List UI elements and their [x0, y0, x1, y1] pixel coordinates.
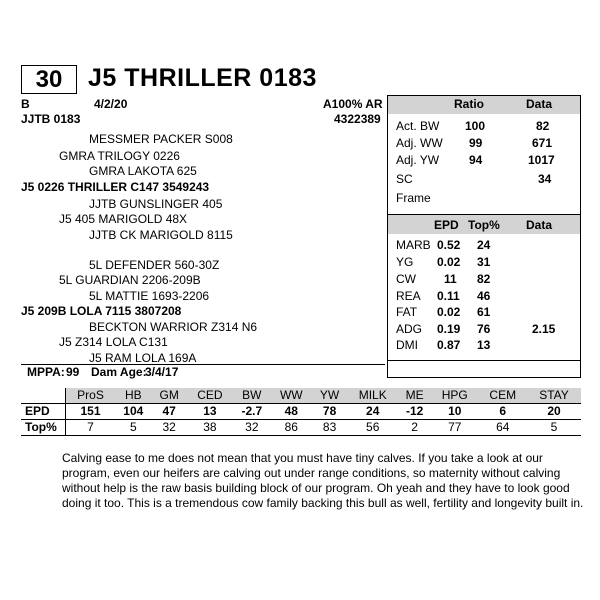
carcass-top-adg: 76 — [477, 322, 491, 336]
ratio-label-ww: Adj. WW — [396, 136, 443, 150]
top-value-hb: 5 — [115, 420, 152, 436]
carcass-label-cw: CW — [396, 272, 416, 286]
carcass-top-cw: 82 — [477, 272, 491, 286]
mppa-label: MPPA: — [27, 365, 65, 379]
carcass-top-dmi: 13 — [477, 338, 491, 352]
carcass-epd-col-header: EPD — [434, 218, 459, 232]
epd-header-pros: ProS — [66, 388, 116, 404]
top-value-me: 2 — [398, 420, 431, 436]
ratio-col-header: Ratio — [454, 97, 484, 111]
pedigree-sire-dam-dam: JJTB CK MARIGOLD 8115 — [89, 228, 233, 242]
top-row-label: Top% — [21, 420, 66, 436]
tattoo-letter: B — [21, 97, 30, 111]
epd-value-hb: 104 — [115, 404, 152, 420]
top-value-ced: 38 — [187, 420, 233, 436]
top-value-hpg: 77 — [431, 420, 478, 436]
pedigree-sire-sire-sire: MESSMER PACKER S008 — [89, 132, 233, 146]
epd-value-bw: -2.7 — [233, 404, 271, 420]
herd-id: JJTB 0183 — [21, 112, 81, 126]
epd-header-yw: YW — [312, 388, 347, 404]
top-value-milk: 56 — [347, 420, 398, 436]
ratio-label-bw: Act. BW — [396, 119, 440, 133]
pedigree-dam-sire: 5L GUARDIAN 2206-209B — [59, 273, 201, 287]
ratio-value-yw: 94 — [469, 153, 483, 167]
top-value-cem: 64 — [478, 420, 527, 436]
carcass-top-rea: 46 — [477, 289, 491, 303]
epd-value-milk: 24 — [347, 404, 398, 420]
pedigree-dam: J5 209B LOLA 7115 3807208 — [21, 304, 182, 318]
epd-table-header-row — [21, 388, 581, 404]
carcass-label-dmi: DMI — [396, 338, 418, 352]
epd-value-gm: 47 — [152, 404, 187, 420]
ratio-label-sc: SC — [396, 172, 413, 186]
carcass-epd-yg: 0.02 — [437, 255, 461, 269]
epd-value-hpg: 10 — [431, 404, 478, 420]
epd-value-ced: 13 — [187, 404, 233, 420]
pedigree-dam-sire-sire: 5L DEFENDER 560-30Z — [89, 258, 220, 272]
lot-description: Calving ease to me does not mean that you must have tiny calves. If you take a look at our program, even our heifers are calving out under range conditions, so maternity without calving without help is the raw basis building block of our program. Oh yeah and they have to look good doing it too. This is a tremendous cow family backing this bull as well, fertility and longevity built in. — [62, 451, 584, 510]
epd-value-me: -12 — [398, 404, 431, 420]
carcass-label-rea: REA — [396, 289, 421, 303]
epd-row-label: EPD — [21, 404, 66, 420]
carcass-label-fat: FAT — [396, 305, 418, 319]
top-value-pros: 7 — [66, 420, 116, 436]
pedigree-sire-sire-dam: GMRA LAKOTA 625 — [89, 164, 197, 178]
dam-age-value: 3/4/17 — [145, 365, 179, 379]
pedigree-dam-sire-dam: 5L MATTIE 1693-2206 — [89, 289, 210, 303]
epd-header-ced: CED — [187, 388, 233, 404]
top-percent-row — [21, 420, 581, 436]
panel-divider — [387, 360, 581, 361]
registration-type: A100% AR — [323, 97, 383, 111]
pedigree-sire-sire: GMRA TRILOGY 0226 — [59, 149, 180, 163]
lot-number: 30 — [21, 65, 77, 94]
epd-header-me: ME — [398, 388, 431, 404]
pedigree-sire-dam: J5 405 MARIGOLD 48X — [59, 212, 188, 226]
carcass-data-col-header: Data — [526, 218, 553, 232]
epd-value-pros: 151 — [66, 404, 116, 420]
carcass-top-col-header: Top% — [468, 218, 500, 232]
epd-header-gm: GM — [152, 388, 187, 404]
pedigree-dam-dam-dam: J5 RAM LOLA 169A — [89, 351, 197, 365]
top-value-stay: 5 — [527, 420, 581, 436]
top-value-bw: 32 — [233, 420, 271, 436]
data-value-yw: 1017 — [528, 153, 555, 167]
epd-header-bw: BW — [233, 388, 271, 404]
registration-number: 4322389 — [334, 112, 381, 126]
top-value-yw: 83 — [312, 420, 347, 436]
ratio-label-yw: Adj. YW — [396, 153, 440, 167]
carcass-data-adg: 2.15 — [532, 322, 556, 336]
epd-header-hpg: HPG — [431, 388, 478, 404]
carcass-top-fat: 61 — [477, 305, 491, 319]
carcass-epd-rea: 0.11 — [437, 289, 460, 303]
top-value-ww: 86 — [271, 420, 312, 436]
mppa-value: 99 — [66, 365, 80, 379]
carcass-label-yg: YG — [396, 255, 414, 269]
carcass-epd-marb: 0.52 — [437, 238, 461, 252]
carcass-epd-dmi: 0.87 — [437, 338, 461, 352]
epd-header-hb: HB — [115, 388, 152, 404]
carcass-label-marb: MARB — [396, 238, 431, 252]
epd-value-ww: 48 — [271, 404, 312, 420]
ratio-value-ww: 99 — [469, 136, 483, 150]
data-value-ww: 671 — [532, 136, 553, 150]
epd-table — [21, 388, 581, 436]
carcass-epd-fat: 0.02 — [437, 305, 461, 319]
epd-value-yw: 78 — [312, 404, 347, 420]
ratio-data-col-header: Data — [526, 97, 553, 111]
carcass-top-marb: 24 — [477, 238, 491, 252]
animal-name: J5 THRILLER 0183 — [88, 64, 317, 92]
epd-values-row — [21, 404, 581, 420]
pedigree-sire: J5 0226 THRILLER C147 3549243 — [21, 180, 210, 194]
epd-value-stay: 20 — [527, 404, 581, 420]
dam-age-label: Dam Age: — [91, 365, 147, 379]
data-value-sc: 34 — [538, 172, 552, 186]
carcass-label-adg: ADG — [396, 322, 423, 336]
pedigree-sire-dam-sire: JJTB GUNSLINGER 405 — [89, 197, 223, 211]
top-value-gm: 32 — [152, 420, 187, 436]
ratio-value-bw: 100 — [465, 119, 486, 133]
epd-header-cem: CEM — [478, 388, 527, 404]
epd-header-ww: WW — [271, 388, 312, 404]
ratio-label-frame: Frame — [396, 191, 431, 205]
epd-header-milk: MILK — [347, 388, 398, 404]
epd-value-cem: 6 — [478, 404, 527, 420]
epd-table-corner — [21, 388, 66, 404]
pedigree-dam-dam: J5 Z314 LOLA C131 — [59, 335, 168, 349]
birth-date: 4/2/20 — [94, 97, 128, 111]
carcass-epd-adg: 0.19 — [437, 322, 461, 336]
data-value-bw: 82 — [536, 119, 550, 133]
pedigree-dam-dam-sire: BECKTON WARRIOR Z314 N6 — [89, 320, 258, 334]
carcass-top-yg: 31 — [477, 255, 491, 269]
epd-header-stay: STAY — [527, 388, 581, 404]
carcass-epd-cw: 11 — [444, 272, 457, 286]
